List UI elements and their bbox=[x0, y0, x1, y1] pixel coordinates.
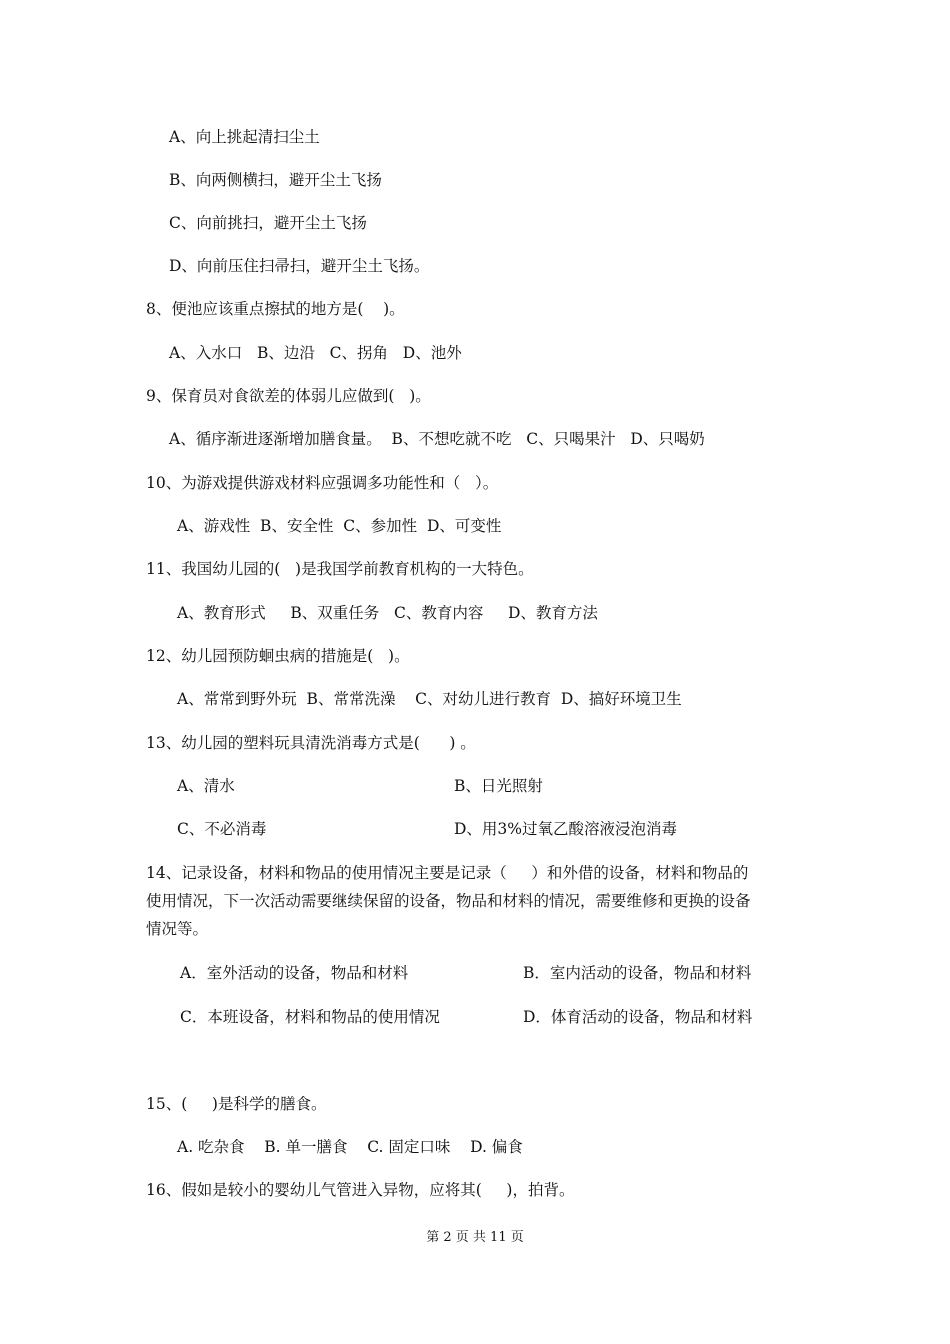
q12-options: A、常常到野外玩 B、常常洗澡 C、对幼儿进行教育 D、搞好环境卫生 bbox=[177, 690, 682, 708]
q10-stem: 10、为游戏提供游戏材料应强调多功能性和（ ）。 bbox=[146, 474, 499, 492]
q16-stem: 16、假如是较小的婴幼儿气管进入异物，应将其( )，拍背。 bbox=[146, 1181, 575, 1199]
q7-option-a: A、向上挑起清扫尘土 bbox=[169, 128, 320, 146]
q14-stem-line-3: 情况等。 bbox=[146, 920, 209, 938]
page-footer: 第 2 页 共 11 页 bbox=[426, 1230, 524, 1245]
q14-stem-line-1: 14、记录设备，材料和物品的使用情况主要是记录（ ）和外借的设备，材料和物品的 bbox=[146, 864, 749, 882]
q14-option-d: D．体育活动的设备，物品和材料 bbox=[523, 1008, 753, 1026]
q8-stem: 8、便池应该重点擦拭的地方是( )。 bbox=[146, 300, 405, 318]
q14-option-a: A．室外活动的设备，物品和材料 bbox=[180, 964, 409, 982]
q13-option-b: B、日光照射 bbox=[454, 777, 543, 795]
q14-option-b: B．室内活动的设备，物品和材料 bbox=[523, 964, 752, 982]
q10-options: A、游戏性 B、安全性 C、参加性 D、可变性 bbox=[177, 517, 502, 535]
q13-option-c: C、不必消毒 bbox=[177, 820, 267, 838]
q15-options: A. 吃杂食 B. 单一膳食 C. 固定口味 D. 偏食 bbox=[177, 1138, 523, 1156]
q13-option-a: A、清水 bbox=[177, 777, 235, 795]
q14-stem-line-2: 使用情况，下一次活动需要继续保留的设备，物品和材料的情况，需要维修和更换的设备 bbox=[146, 892, 751, 910]
q13-stem: 13、幼儿园的塑料玩具清洗消毒方式是( ) 。 bbox=[146, 734, 476, 752]
q14-option-c: C．本班设备，材料和物品的使用情况 bbox=[180, 1008, 440, 1026]
q13-option-d: D、用3%过氧乙酸溶液浸泡消毒 bbox=[454, 820, 678, 838]
q15-stem: 15、( )是科学的膳食。 bbox=[146, 1095, 327, 1113]
q7-option-b: B、向两侧横扫，避开尘土飞扬 bbox=[169, 171, 382, 189]
q11-stem: 11、我国幼儿园的( )是我国学前教育机构的一大特色。 bbox=[146, 560, 534, 578]
q7-option-c: C、向前挑扫，避开尘土飞扬 bbox=[169, 214, 367, 232]
q8-options: A、入水口 B、边沿 C、拐角 D、池外 bbox=[169, 344, 462, 362]
q9-options: A、循序渐进逐渐增加膳食量。 B、不想吃就不吃 C、只喝果汁 D、只喝奶 bbox=[169, 430, 705, 448]
q11-options: A、教育形式 B、双重任务 C、教育内容 D、教育方法 bbox=[177, 604, 598, 622]
q9-stem: 9、保育员对食欲差的体弱儿应做到( )。 bbox=[146, 387, 431, 405]
q12-stem: 12、幼儿园预防蛔虫病的措施是( )。 bbox=[146, 647, 410, 665]
q7-option-d: D、向前压住扫帚扫，避开尘土飞扬。 bbox=[169, 257, 430, 275]
